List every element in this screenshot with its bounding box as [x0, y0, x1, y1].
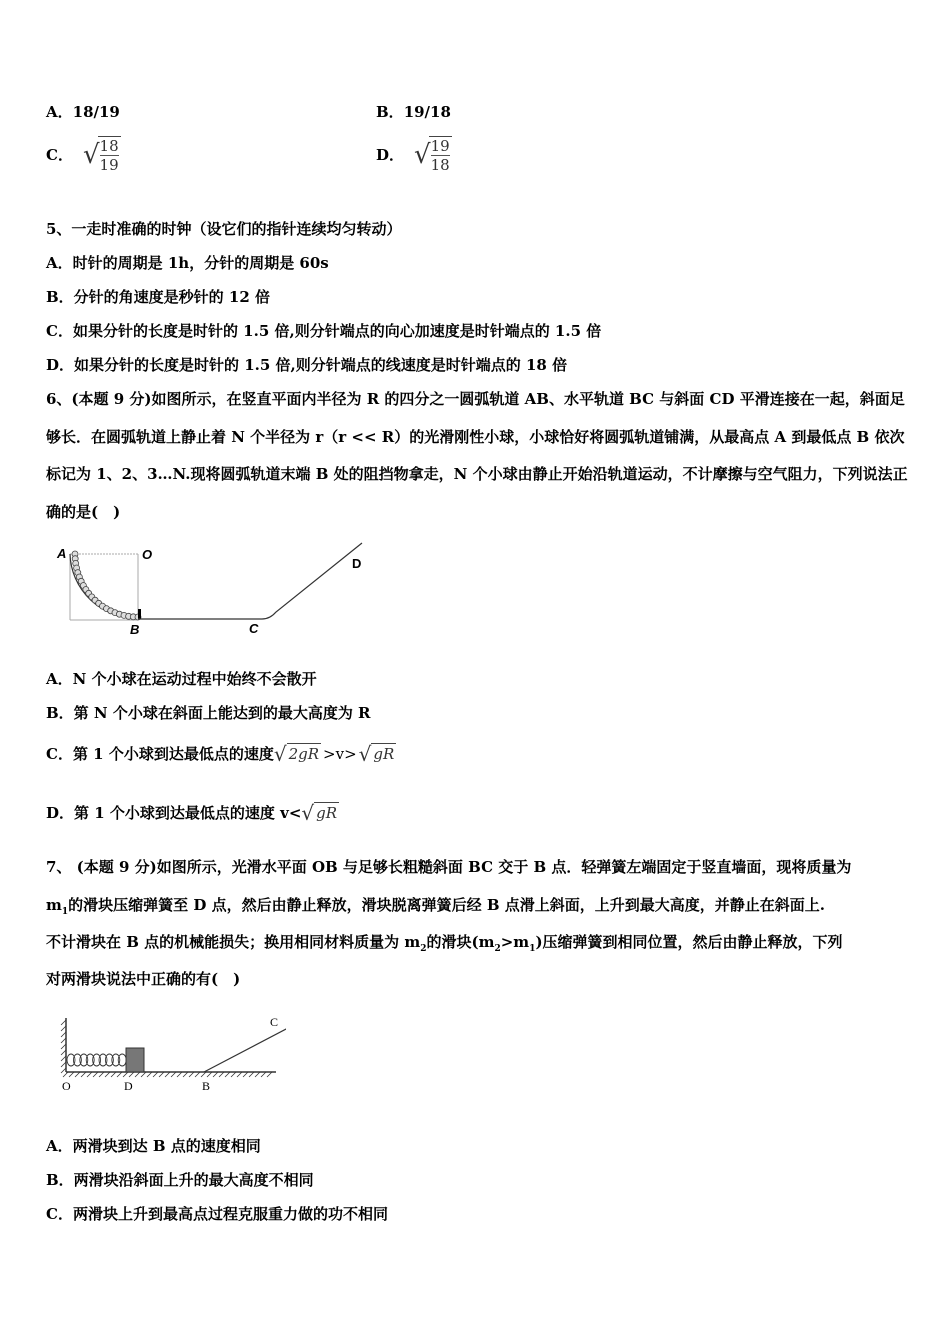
q6-incline: [262, 543, 362, 619]
q6-option-c-expr1: 2gR: [288, 745, 320, 763]
q4-option-a-label: A．: [46, 103, 73, 121]
q4-option-d-label: D．: [376, 146, 405, 164]
q6-option-d-expr: gR: [316, 804, 338, 822]
q5-option-a[interactable]: A．时针的周期是 1h，分针的周期是 60s: [46, 254, 329, 272]
q5-option-b[interactable]: B．分针的角速度是秒针的 12 倍: [46, 288, 270, 306]
q4-option-d-sqrt: √ $\frac{19}{18}$: [414, 137, 450, 174]
q4-option-c[interactable]: [46, 136, 121, 174]
q6-option-a[interactable]: A．N 个小球在运动过程中始终不会散开: [46, 670, 317, 688]
q7-option-c[interactable]: C．两滑块上升到最高点过程克服重力做的功不相同: [46, 1205, 388, 1223]
q7-stem-line4: 对两滑块说法中正确的有( ): [46, 970, 241, 988]
q7-option-b[interactable]: B．两滑块沿斜面上升的最大高度不相同: [46, 1171, 314, 1189]
q6-option-c-mid: >v>: [323, 744, 357, 763]
q6-figure: [50, 540, 380, 640]
q6-option-d-sqrt: √ gR: [301, 800, 338, 825]
q4-option-d-denominator: 18: [430, 156, 450, 174]
q6-option-d-prefix: D．第 1 个小球到达最低点的速度 v<: [46, 803, 302, 822]
q4-option-d-numerator: 19: [430, 137, 450, 155]
q6-option-b[interactable]: B．第 N 个小球在斜面上能达到的最大高度为 R: [46, 704, 371, 722]
q5-stem: 5、一走时准确的时钟（设它们的指针连续均匀转动）: [46, 220, 402, 238]
q4-option-c-label: C．: [46, 146, 73, 164]
q6-label-c: C: [249, 621, 259, 636]
q7-figure: [56, 1012, 286, 1097]
q4-option-c-numerator: 18: [99, 137, 119, 155]
q7-label-o: O: [62, 1079, 71, 1093]
q6-stem: 6、(本题 9 分)如图所示，在竖直平面内半径为 R 的四分之一圆弧轨道 AB、水平轨道 BC 与斜面 CD 平滑连接在一起，斜面足够长．在圆弧轨道上静止着 N 个半径为 r（r << R）的光滑刚性小球，小球恰好将圆弧轨道铺满，从最高点 A 到最低点 B 依次标记为 1、2、3…N.现将圆弧轨道末端 B 处的阻挡物拿走，N 个小球由静止开始沿轨道运动，不计摩擦与空气阻力，下列说法正确的是( ): [46, 390, 908, 521]
q7-stem-line2: $m_1$的滑块压缩弹簧至 D 点，然后由静止释放，滑块脱离弹簧后经 B 点滑上斜面，上升到最大高度，并静止在斜面上.: [46, 896, 825, 917]
q4-option-b[interactable]: [376, 102, 451, 122]
q6-label-a: A: [57, 546, 67, 561]
q6-label-o: O: [142, 547, 153, 562]
q7-block: [126, 1048, 144, 1072]
q6-balls: [72, 551, 141, 620]
q7-label-b: B: [202, 1079, 211, 1093]
q6-option-c-sqrt1: √ 2gR: [273, 741, 320, 766]
q6-label-d: D: [352, 556, 362, 571]
q6-option-c-expr2: gR: [373, 745, 395, 763]
q7-incline: [204, 1028, 286, 1072]
q4-option-c-sqrt: √ $\frac{18}{19}$: [82, 137, 119, 174]
q6-option-c[interactable]: [46, 743, 396, 764]
q6-option-c-sqrt2: √ gR: [358, 741, 395, 766]
q6-option-c-prefix: C．第 1 个小球到达最低点的速度: [46, 744, 274, 763]
q4-option-b-label: B．: [376, 103, 404, 121]
q4-option-a-text: 18/19: [72, 103, 120, 121]
q6-option-d[interactable]: [46, 802, 339, 823]
q4-option-b-text: 19/18: [403, 103, 451, 121]
q4-option-d[interactable]: [376, 136, 452, 174]
q6-blocker: [138, 609, 141, 619]
q6-label-b: B: [130, 622, 140, 637]
q7-spring: [67, 1054, 126, 1066]
q4-option-a[interactable]: [46, 102, 120, 122]
q4-option-c-denominator: 19: [99, 156, 119, 174]
q7-label-d: D: [124, 1079, 133, 1093]
q7-option-a[interactable]: A．两滑块到达 B 点的速度相同: [46, 1137, 261, 1155]
q5-option-d[interactable]: D．如果分针的长度是时针的 1.5 倍,则分针端点的线速度是时针端点的 18 倍: [46, 356, 568, 374]
q7-label-c: C: [270, 1015, 279, 1029]
q5-option-c[interactable]: C．如果分针的长度是时针的 1.5 倍,则分针端点的向心加速度是时针端点的 1.5 倍: [46, 322, 602, 340]
q7-stem-line3: 不计滑块在 B 点的机械能损失；换用相同材料质量为 $m_2$的滑块$(m_2>m_1)$压缩弹簧到相同位置，然后由静止释放，下列: [46, 933, 843, 954]
q7-stem-line1: 7、 (本题 9 分)如图所示，光滑水平面 OB 与足够长粗糙斜面 BC 交于 B 点．轻弹簧左端固定于竖直墙面，现将质量为: [46, 858, 852, 876]
